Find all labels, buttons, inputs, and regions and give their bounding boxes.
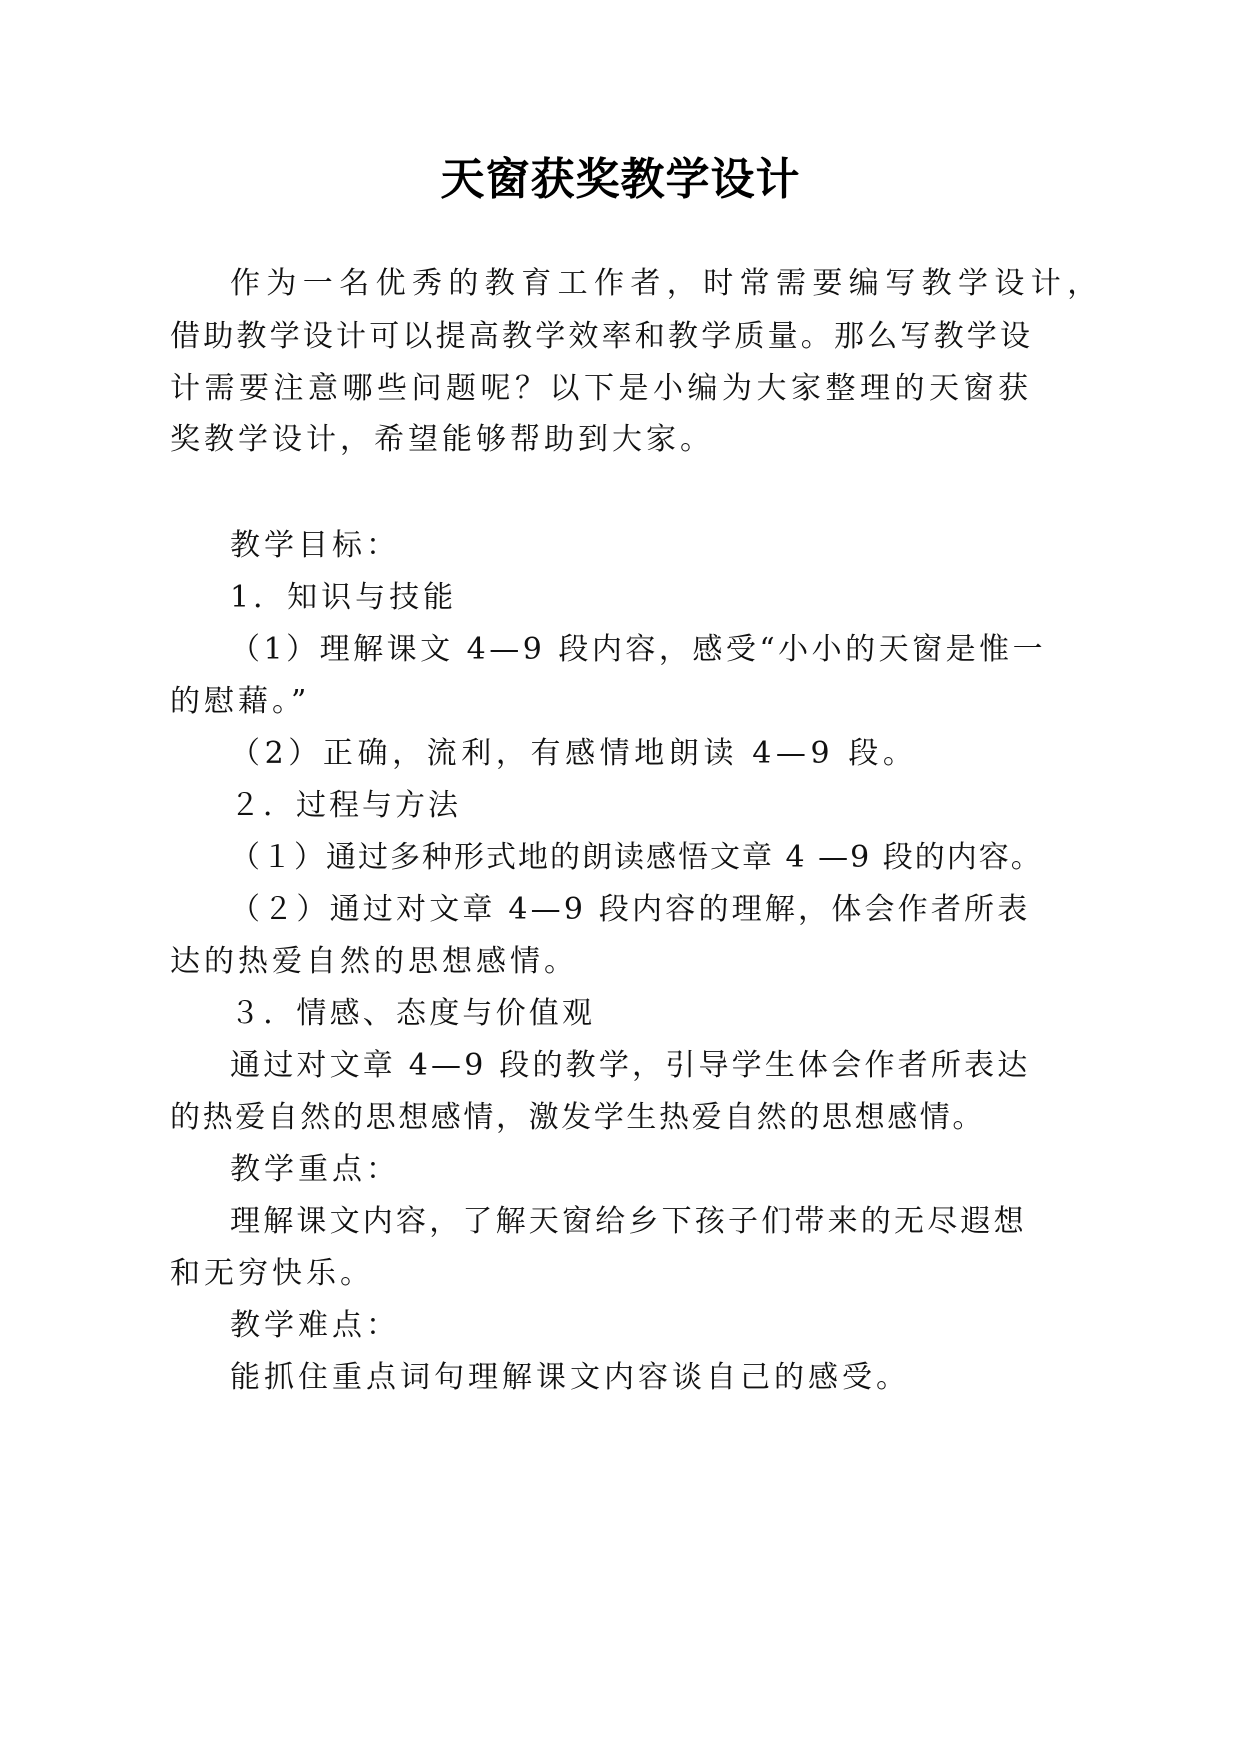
objective-3-heading: ３．情感、态度与价值观 (230, 996, 596, 1031)
objective-1-item-2: （2）正确，流利，有感情地朗读 4—9 段。 (230, 736, 918, 771)
objective-3-text-line-2: 的热爱自然的思想感情，激发学生热爱自然的思想感情。 (170, 1100, 985, 1135)
key-points-line-1: 理解课文内容，了解天窗给乡下孩子们带来的无尽遐想 (230, 1204, 1027, 1239)
objective-2-item-2-line-2: 达的热爱自然的思想感情。 (170, 944, 578, 979)
objective-1-item-1-line-2: 的慰藉。” (170, 684, 311, 719)
difficulties-line-1: 能抓住重点词句理解课文内容谈自己的感受。 (230, 1360, 910, 1395)
objective-1-heading: 1．知识与技能 (230, 580, 458, 615)
document-title: 天窗获奖教学设计 (440, 154, 801, 205)
heading-key-points: 教学重点： (230, 1152, 400, 1187)
objective-2-heading: ２．过程与方法 (230, 788, 461, 823)
objective-3-text-line-1: 通过对文章 4—9 段的教学，引导学生体会作者所表达 (230, 1048, 1031, 1083)
objective-1-item-1-line-1: （1）理解课文 4—9 段内容，感受“小小的天窗是惟一 (230, 632, 1047, 667)
objective-2-item-2-line-1: （２）通过对文章 4—9 段内容的理解，体会作者所表 (230, 892, 1031, 927)
heading-teaching-objectives: 教学目标： (230, 528, 400, 563)
intro-line-1: 作为一名优秀的教育工作者，时常需要编写教学设计， (230, 266, 1104, 301)
intro-line-2: 借助教学设计可以提高教学效率和教学质量。那么写教学设 (170, 319, 1034, 354)
intro-line-4: 奖教学设计，希望能够帮助到大家。 (170, 422, 714, 457)
objective-2-item-1: （１）通过多种形式地的朗读感悟文章 4 —9 段的内容。 (230, 840, 1043, 875)
heading-difficulties: 教学难点： (230, 1308, 400, 1343)
intro-line-3: 计需要注意哪些问题呢？以下是小编为大家整理的天窗获 (170, 371, 1033, 406)
key-points-line-2: 和无穷快乐。 (170, 1256, 374, 1291)
